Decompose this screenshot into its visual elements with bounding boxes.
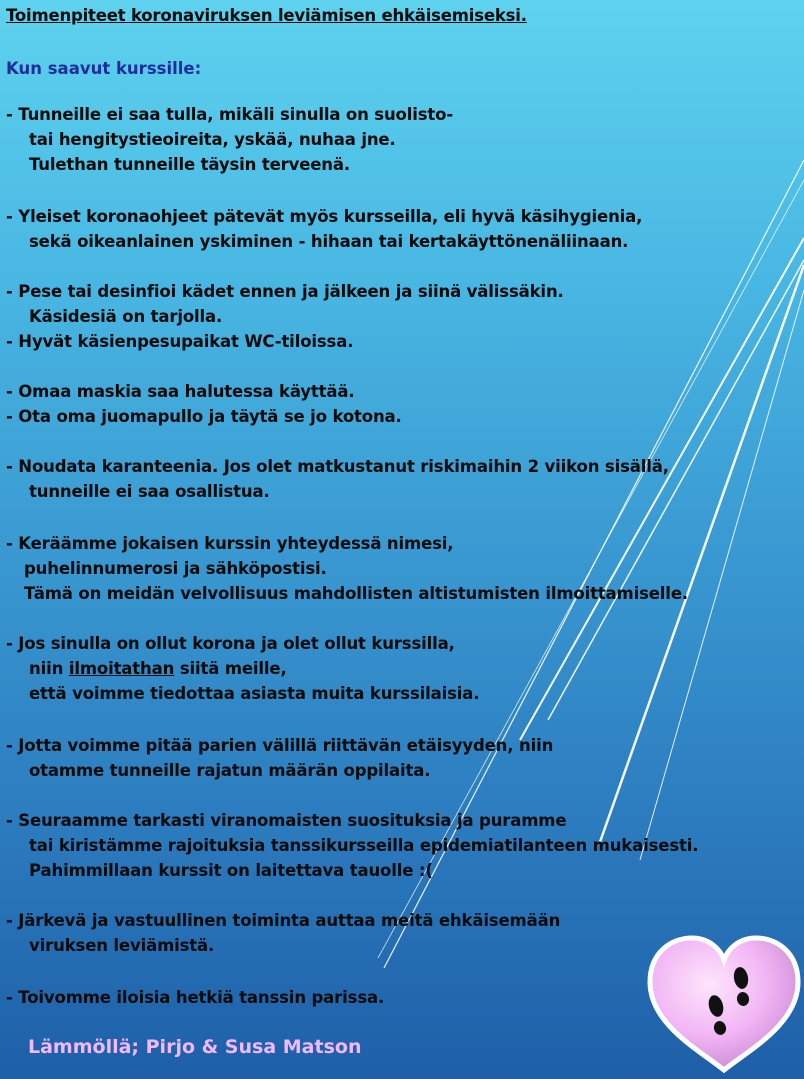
list-item: - Pese tai desinfioi kädet ennen ja jälkeen ja siinä välissäkin. [6, 282, 564, 301]
list-item-continuation: Käsidesiä on tarjolla. [29, 307, 223, 326]
list-item: - Toivomme iloisia hetkiä tanssin parissa. [6, 988, 385, 1007]
page-title: Toimenpiteet koronaviruksen leviämisen ehkäisemiseksi. [6, 6, 527, 25]
list-item: - Tunneille ei saa tulla, mikäli sinulla on suolisto- [6, 105, 454, 124]
ilmoitathan-underlined: ilmoitathan [68, 659, 175, 678]
list-item: - Jotta voimme pitää parien välillä riittävän etäisyyden, niin [6, 736, 554, 755]
list-item-continuation: tai kiristämme rajoituksia tanssikursseilla epidemiatilanteen mukaisesti. [29, 836, 699, 855]
list-item-continuation: Tulethan tunneille täysin terveenä. [29, 155, 351, 174]
list-item-continuation: tai hengitystieoireita, yskää, nuhaa jne. [29, 130, 396, 149]
siita-meille: siitä meille, [179, 659, 287, 678]
signature: Lämmöllä; Pirjo & Susa Matson [28, 1036, 362, 1058]
heart-shape [650, 938, 798, 1070]
deco-line [600, 265, 804, 842]
list-item-continuation: otamme tunneille rajatun määrän oppilaita. [29, 761, 431, 780]
heart-footprints-icon [644, 932, 804, 1077]
list-item: - Seuraamme tarkasti viranomaisten suosituksia ja puramme [6, 811, 567, 830]
niin-prefix: niin [29, 659, 64, 678]
list-item: - Ota oma juomapullo ja täytä se jo kotona. [6, 407, 402, 426]
list-item: - Hyvät käsienpesupaikat WC-tiloissa. [6, 332, 354, 351]
deco-line [640, 290, 804, 860]
deco-line [548, 260, 804, 720]
list-item-continuation: tunneille ei saa osallistua. [29, 482, 270, 501]
list-item-continuation: viruksen leviämistä. [29, 936, 215, 955]
list-item-continuation: että voimme tiedottaa asiasta muita kurssilaisia. [29, 684, 480, 703]
list-item: - Järkevä ja vastuullinen toiminta auttaa meitä ehkäisemään [6, 911, 561, 930]
list-item: - Yleiset koronaohjeet pätevät myös kursseilla, eli hyvä käsihygienia, [6, 207, 643, 226]
list-item-continuation: sekä oikeanlainen yskiminen - hihaan tai kertakäyttönenäliinaan. [29, 232, 629, 251]
list-item: - Noudata karanteenia. Jos olet matkustanut riskimaihin 2 viikon sisällä, [6, 457, 669, 476]
list-item: - Jos sinulla on ollut korona ja olet ollut kurssilla, [6, 634, 455, 653]
list-item: - Omaa maskia saa halutessa käyttää. [6, 382, 355, 401]
list-item-continuation: Tämä on meidän velvollisuus mahdollisten altistumisten ilmoittamiselle. [24, 584, 688, 603]
list-item: - Keräämme jokaisen kurssin yhteydessä nimesi, [6, 534, 454, 553]
list-item-continuation [29, 659, 287, 679]
page-subtitle: Kun saavut kurssille: [6, 59, 202, 78]
list-item-continuation: puhelinnumerosi ja sähköpostisi. [24, 559, 327, 578]
list-item-continuation: Pahimmillaan kurssit on laitettava tauolle :( [29, 861, 433, 880]
